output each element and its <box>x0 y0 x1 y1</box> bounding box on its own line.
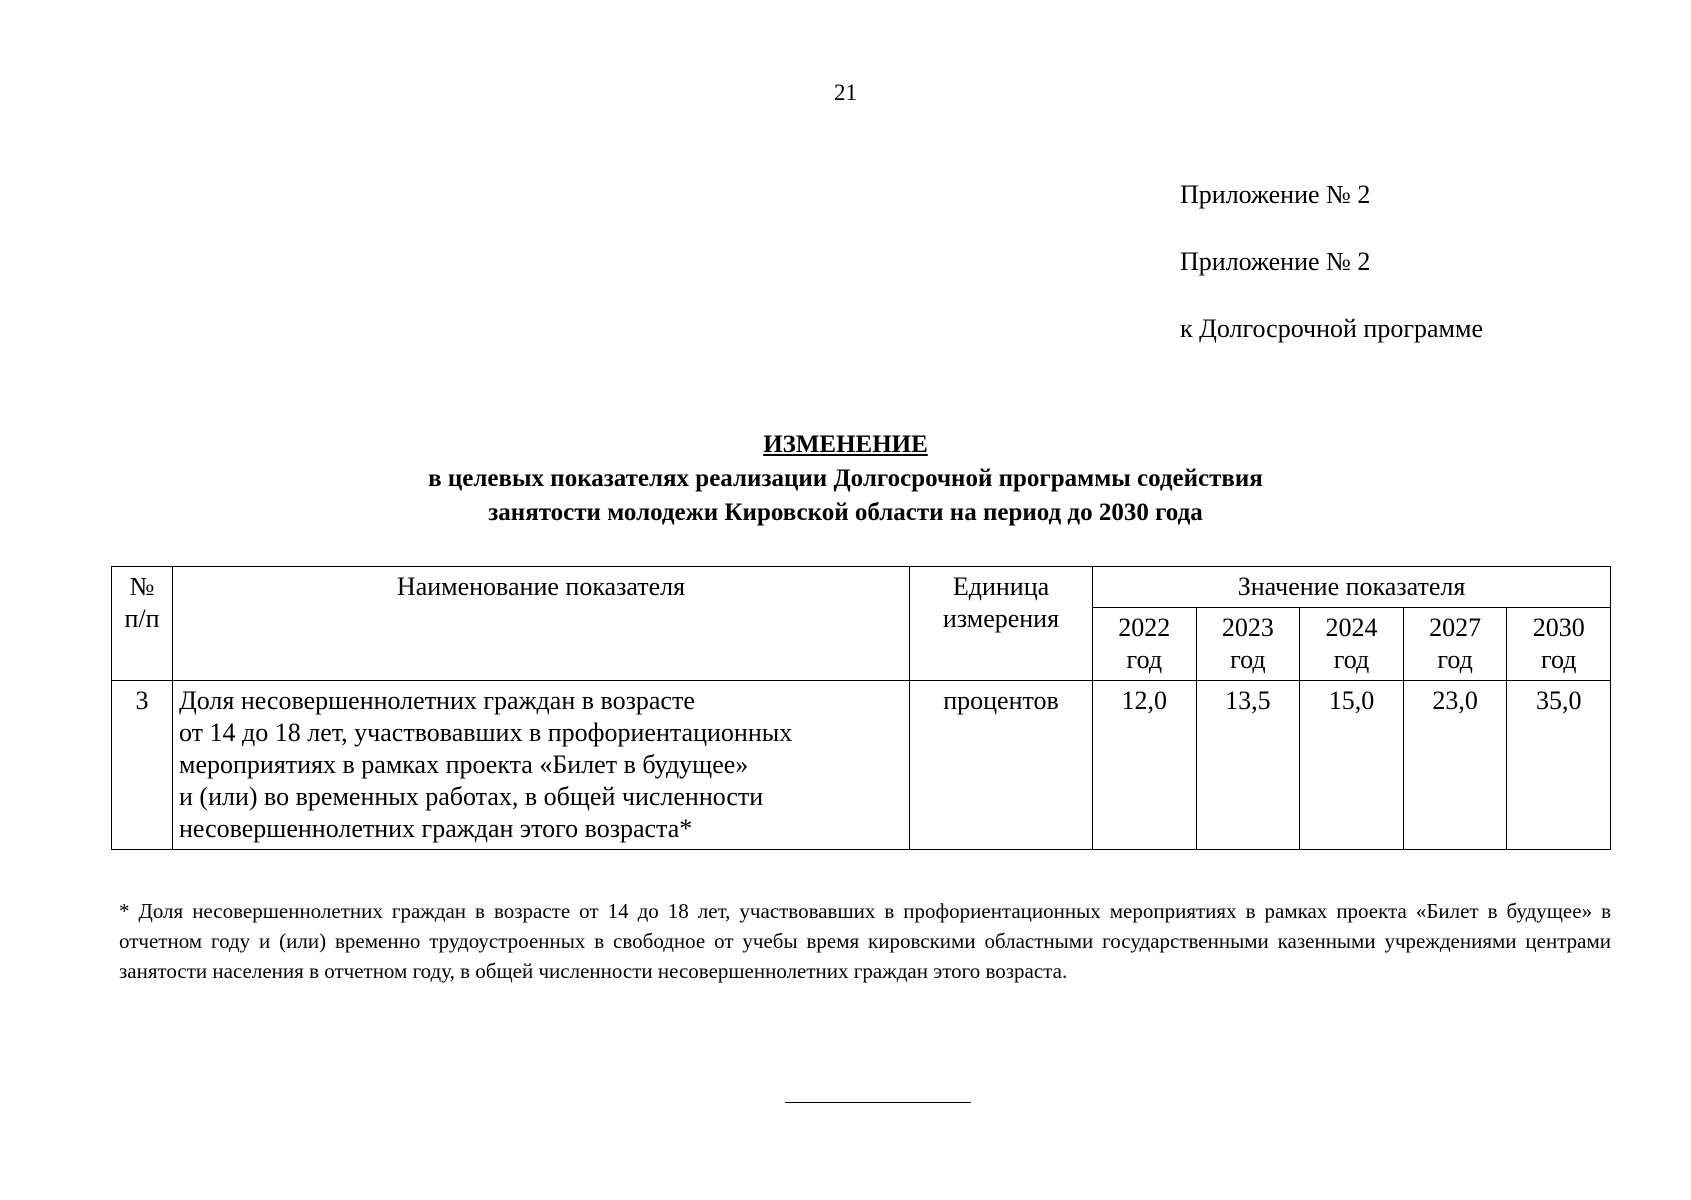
header-unit: Единица измерения <box>910 567 1093 681</box>
appendix-block <box>1180 178 1483 379</box>
row-name-line: мероприятиях в рамках проекта «Билет в будущее» <box>179 750 749 779</box>
appendix-line-3: к Долгосрочной программе <box>1180 314 1483 343</box>
row-name <box>173 681 910 850</box>
row-unit: процентов <box>910 681 1093 850</box>
header-year-2023: 2023 год <box>1196 608 1300 681</box>
footnote: * Доля несовершеннолетних граждан в возрасте от 14 до 18 лет, участвовавших в профориентационных мероприятиях в рамках проекта «Билет в будущее» в отчетном году и (или) временно трудоустроенных в свободное от учебы время кировскими областными государственными казенными учреждениями центрами занятости населения в отчетном году, в общей численности несовершеннолетних граждан этого возраста. <box>119 899 1611 983</box>
header-value-group: Значение показателя <box>1093 567 1611 608</box>
row-num: 3 <box>112 681 173 850</box>
title-line-2: в целевых показателях реализации Долгосрочной программы содействия <box>428 465 1263 492</box>
header-name: Наименование показателя <box>173 567 910 681</box>
appendix-line-2: Приложение № 2 <box>1180 247 1371 276</box>
header-row-1 <box>112 567 1611 608</box>
row-value-2030: 35,0 <box>1507 681 1611 850</box>
row-name-line: Доля несовершеннолетних граждан в возрасте <box>179 686 695 715</box>
row-value-2022: 12,0 <box>1093 681 1197 850</box>
header-year-2022: 2022 год <box>1093 608 1197 681</box>
row-value-2023: 13,5 <box>1196 681 1300 850</box>
title-main: ИЗМЕНЕНИЕ <box>763 431 928 458</box>
row-value-2024: 15,0 <box>1300 681 1404 850</box>
header-year-2030: 2030 год <box>1507 608 1611 681</box>
appendix-line-1: Приложение № 2 <box>1180 180 1371 209</box>
row-value-2027: 23,0 <box>1403 681 1507 850</box>
title-line-3: занятости молодежи Кировской области на период до 2030 года <box>488 499 1203 526</box>
row-name-line: несовершеннолетних граждан этого возраста* <box>179 814 693 843</box>
table-row <box>112 681 1611 850</box>
row-name-line: от 14 до 18 лет, участвовавших в профориентационных <box>179 718 793 747</box>
indicators-table <box>111 566 1611 850</box>
header-year-2027: 2027 год <box>1403 608 1507 681</box>
header-year-2024: 2024 год <box>1300 608 1404 681</box>
closing-rule <box>785 1102 971 1103</box>
page-number: 21 <box>834 80 857 105</box>
row-name-line: и (или) во временных работах, в общей численности <box>179 782 764 811</box>
document-title <box>0 428 1691 530</box>
header-num: № п/п <box>112 567 173 681</box>
